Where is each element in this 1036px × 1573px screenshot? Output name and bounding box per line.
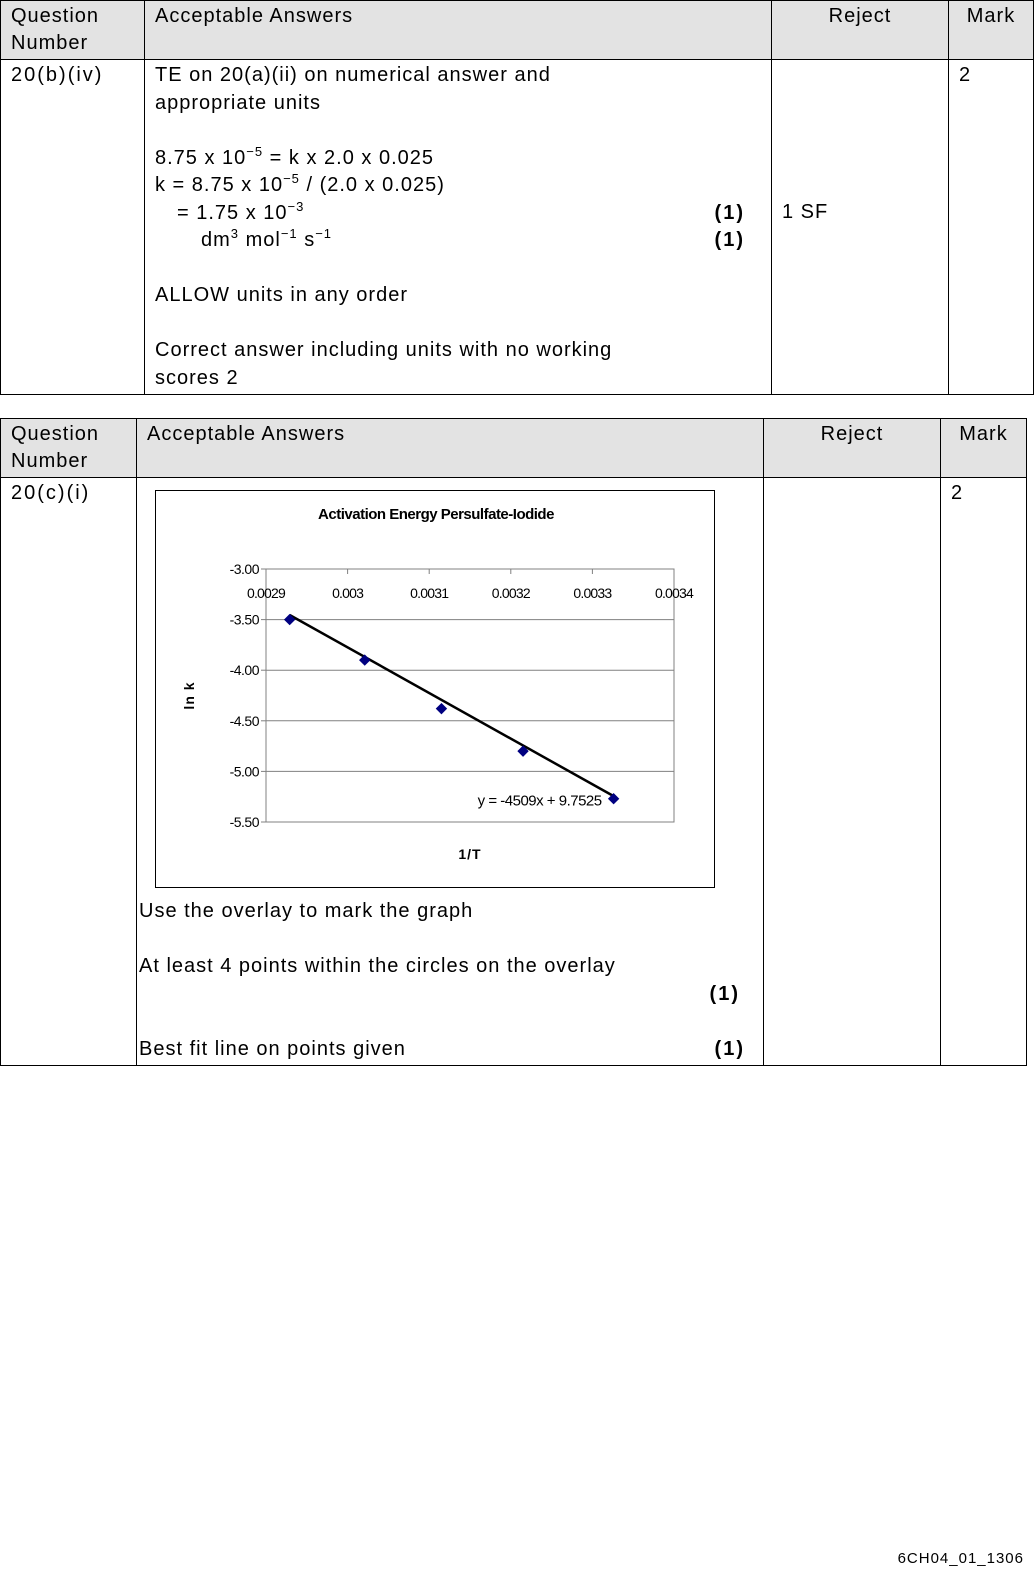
y-axis-label: ln k: [181, 681, 197, 710]
y-tick-label: -5.00: [229, 763, 259, 780]
reject-cell: [764, 478, 941, 1066]
mark-point: (1): [714, 201, 745, 224]
x-tick-label: 0.0029: [246, 585, 286, 601]
header-reject: Reject: [764, 419, 941, 478]
acceptable-answers-cell: [145, 60, 772, 395]
header-reject: Reject: [772, 1, 949, 60]
y-tick-label: -5.50: [229, 814, 259, 830]
activation-energy-chart: [156, 491, 714, 887]
chart-frame: [155, 490, 715, 888]
page-footer-code: 6CH04_01_1306: [897, 1550, 1024, 1567]
x-axis-label: 1/T: [458, 846, 482, 862]
header-row: [1, 1, 1034, 60]
question-number: 20(c)(i): [1, 478, 137, 1066]
equation-line: 8.75 x $10^{-5} = k$ x 2.0 x 0.025: [155, 143, 434, 169]
mark-value: 2: [941, 478, 1027, 1066]
note-line: At least 4 points within the circles on the overlay: [139, 955, 616, 977]
y-tick-label: -4.00: [229, 662, 259, 679]
x-tick-label: 0.003: [332, 585, 364, 601]
plot-area: [266, 569, 674, 822]
answer-row: [1, 60, 1034, 395]
header-mark: Mark: [941, 419, 1027, 478]
header-question-number: Question Number: [1, 419, 137, 478]
note-line: Use the overlay to mark the graph: [139, 900, 474, 922]
mark-point: (1): [714, 229, 745, 251]
answer-line: scores 2: [155, 366, 239, 389]
x-tick-label: 0.0034: [654, 585, 694, 601]
header-row: [1, 419, 1027, 478]
answer-line: appropriate units: [155, 91, 321, 114]
data-point: [436, 704, 446, 714]
header-mark: Mark: [949, 1, 1034, 60]
y-tick-label: -4.50: [229, 712, 259, 729]
header-acceptable-answers: Acceptable Answers: [137, 419, 764, 478]
reject-cell: [772, 60, 949, 395]
data-point: [360, 655, 370, 665]
mark-scheme-table-20c-i: [0, 418, 1027, 1066]
x-tick-label: 0.0031: [410, 585, 449, 601]
reject-text: 1 SF: [782, 201, 829, 223]
mark-point: (1): [714, 1037, 745, 1060]
note-line: Best fit line on points given (1): [139, 1036, 753, 1064]
equation-line: = 1.75 x $10^{-3}$ (1): [155, 200, 761, 228]
answer-line: TE on 20(a)(ii) on numerical answer and: [155, 64, 551, 86]
header-acceptable-answers: Acceptable Answers: [145, 1, 772, 60]
y-tick-label: -3.50: [229, 611, 259, 628]
answer-line: ALLOW units in any order: [155, 284, 408, 306]
answer-line: Correct answer including units with no working: [155, 339, 613, 361]
x-tick-label: 0.0033: [573, 585, 612, 601]
trendline-equation: y = -4509x + 9.7525: [477, 792, 602, 810]
question-number: 20(b)(iv): [1, 60, 145, 395]
mark-scheme-table-20b-iv: [0, 0, 1034, 395]
equation-line: k = 8.75 x $10^{-5} / (2.0$ x 0.025): [155, 171, 445, 196]
x-tick-label: 0.0032: [491, 585, 530, 601]
header-question-number: Question Number: [1, 1, 145, 60]
trendline: [290, 615, 614, 796]
mark-value: 2: [949, 60, 1034, 395]
mark-point: (1): [709, 982, 740, 1005]
units-line: $dm^3$ mol$^{-1}$ $s^{-1}$ (1): [155, 227, 761, 255]
acceptable-answers-cell: [137, 478, 764, 1066]
answer-row: [1, 478, 1027, 1066]
y-tick-label: -3.00: [229, 561, 259, 577]
chart-title: Activation Energy Persulfate-Iodide: [318, 506, 554, 523]
